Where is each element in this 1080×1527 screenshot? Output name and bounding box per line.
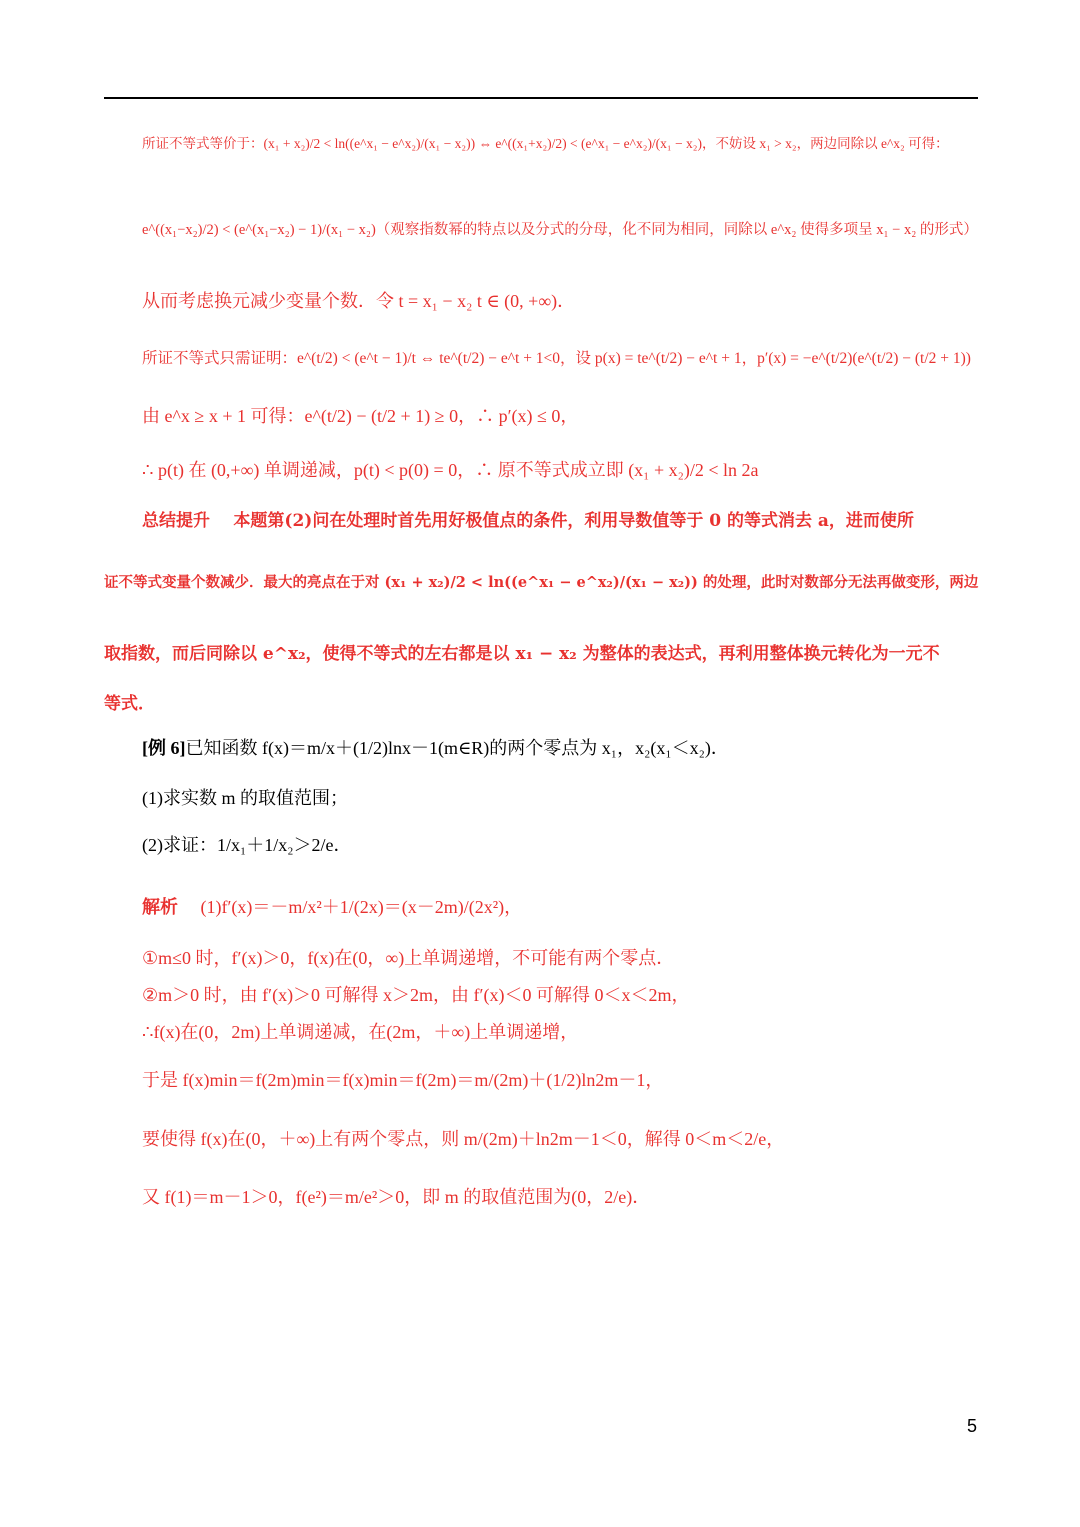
solution-line-6: 要使得 f(x)在(0，＋∞)上有两个零点，则 m/(2m)＋ln2m－1＜0，解得 0＜m＜2/e， (142, 1129, 785, 1149)
solution-text-1: (1)f′(x)＝－m/x²＋1/(2x)＝(x－2m)/(2x²)， (200, 897, 523, 917)
solution-line-7: 又 f(1)＝m－1＞0，f(e²)＝m/e²＞0，即 m 的取值范围为(0，2/e)． (142, 1187, 651, 1207)
question-1: (1)求实数 m 的取值范围； (142, 788, 348, 808)
example-line (142, 736, 729, 760)
summary-label: 总结提升 (142, 511, 210, 531)
summary-line-3: 取指数，而后同除以 e^x₂，使得不等式的左右都是以 x₁ − x₂ 为整体的表达式，再利用整体换元转化为一元不 (104, 644, 940, 664)
page-number: 5 (966, 1416, 977, 1436)
solution-line-3: ②m＞0 时，由 f′(x)＞0 可解得 x＞2m，由 f′(x)＜0 可解得 0＜x＜2m， (142, 985, 690, 1005)
summary-line-4: 等式． (104, 694, 155, 714)
question-2: (2)求证：1/x₁＋1/x₂＞2/e． (142, 835, 352, 855)
solution-line-1 (142, 895, 522, 919)
solution-label: 解析 (142, 897, 178, 917)
summary-line-2: 证不等式变量个数减少．最大的亮点在于对 (x₁ + x₂)/2 < ln((e^x₁ − e^x₂)/(x₁ − x₂)) 的处理，此时对数部分无法再做变形，两边 (104, 574, 979, 591)
inequality-line: 由 e^x ≥ x + 1 可得：e^(t/2) − (t/2 + 1) ≥ 0，∴ p′(x) ≤ 0， (142, 406, 579, 426)
proof-goal-line: 所证不等式只需证明：e^(t/2) < (e^t − 1)/t ⇔ te^(t/2) − e^t + 1<0，设 p(x) = te^(t/2) − e^t + 1，p′(x) = −e^(t/2)(e^(t/2) − (t/2 + 1)) (142, 350, 971, 367)
header-rule (104, 97, 978, 99)
example-label: [例 6] (142, 738, 186, 758)
summary-line-1 (142, 509, 914, 533)
solution-line-5: 于是 f(x)min＝f(2m)min＝f(x)min＝f(2m)＝m/(2m)＋(1/2)ln2m－1， (142, 1070, 664, 1090)
equivalence-line: 所证不等式等价于：(x₁ + x₂)/2 < ln((e^x₁ − e^x₂)/(x₁ − x₂)) ⇔ e^((x₁+x₂)/2) < (e^x₁ − e^x₂)/(x₁ − x₂)，不妨设 x₁ > x₂，两边同除以 e^x₂ 可得： (142, 136, 949, 151)
exponent-form-line: e^((x₁−x₂)/2) < (e^(x₁−x₂) − 1)/(x₁ − x₂)（观察指数幂的特点以及分式的分母，化不同为相同，同除以 e^x₂ 使得多项呈 x₁ − x₂ 的形式） (142, 222, 978, 238)
substitution-line: 从而考虑换元减少变量个数．令 t = x₁ − x₂ t ∈ (0, +∞)． (142, 291, 576, 311)
conclusion-line: ∴ p(t) 在 (0,+∞) 单调递减，p(t) < p(0) = 0，∴ 原不等式成立即 (x₁ + x₂)/2 < ln 2a (142, 460, 759, 480)
summary-text-1: 本题第(2)问在处理时首先用好极值点的条件，利用导数值等于 0 的等式消去 a，进而使所 (233, 511, 914, 531)
solution-line-4: ∴f(x)在(0，2m)上单调递减，在(2m，＋∞)上单调递增， (142, 1022, 579, 1042)
example-text: 已知函数 f(x)＝m/x＋(1/2)lnx－1(m∈R)的两个零点为 x₁，x₂(x₁＜x₂)． (185, 738, 729, 758)
solution-line-2: ①m≤0 时，f′(x)＞0，f(x)在(0，∞)上单调递增，不可能有两个零点． (142, 948, 675, 968)
